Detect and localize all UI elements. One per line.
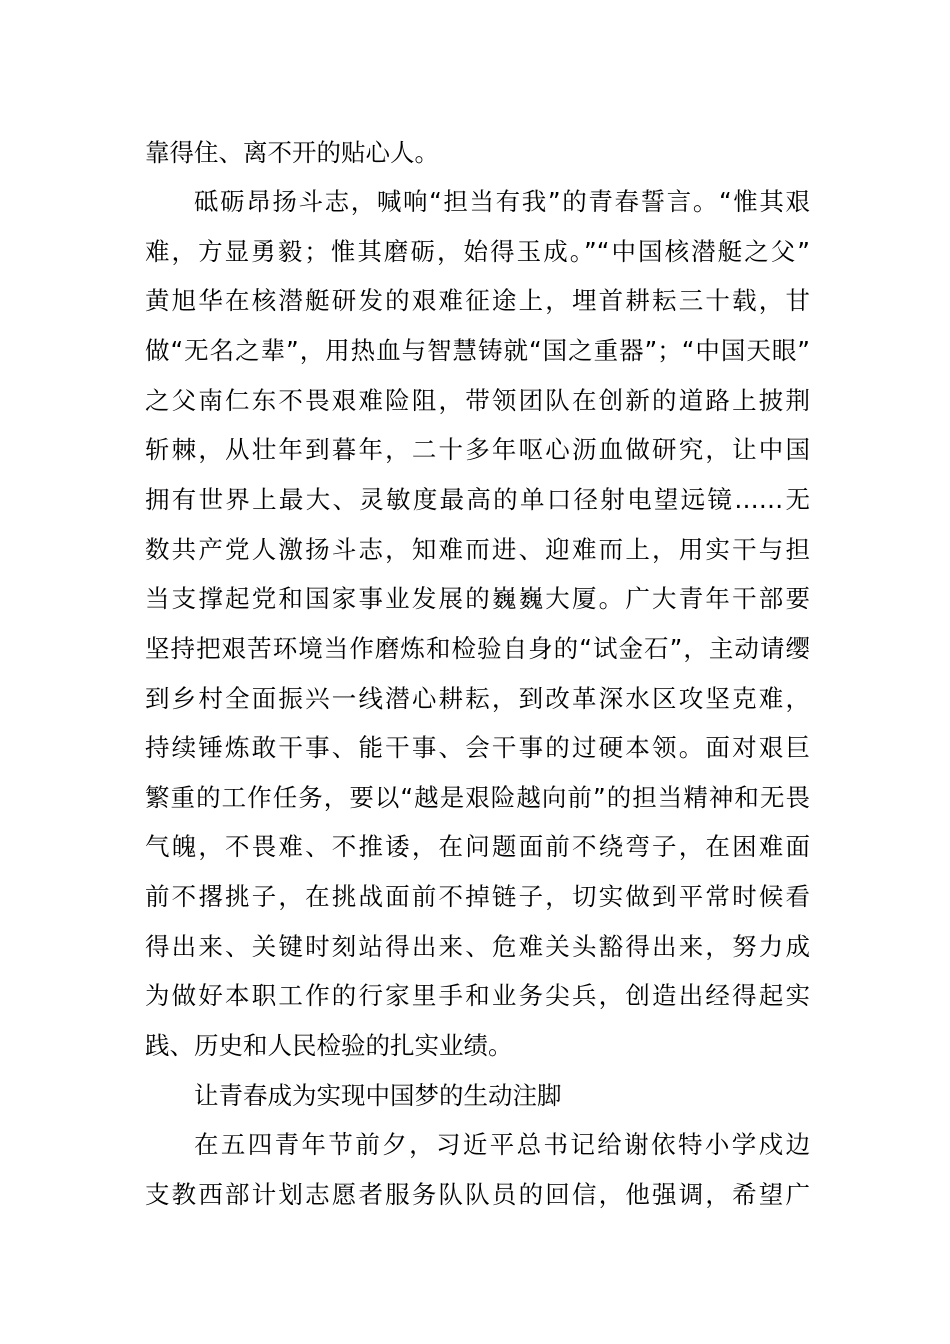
section-heading: 让青春成为实现中国梦的生动注脚 (194, 1081, 562, 1110)
text-line: 靠得住、离不开的贴心人。 (145, 138, 439, 167)
text-line: 之父南仁东不畏艰难险阻，带领团队在创新的道路上披荆 (145, 386, 810, 415)
text-line: 坚持把艰苦环境当作磨炼和检验自身的“试金石”，主动请缨 (145, 634, 810, 663)
text-line: 斩棘，从壮年到暮年，二十多年呕心沥血做研究，让中国 (145, 435, 810, 464)
text-line: 拥有世界上最大、灵敏度最高的单口径射电望远镜……无 (145, 485, 810, 514)
text-line: 气魄，不畏难、不推诿，在问题面前不绕弯子，在困难面 (145, 832, 810, 861)
text-line: 得出来、关键时刻站得出来、危难关头豁得出来，努力成 (145, 932, 810, 961)
text-line: 前不撂挑子，在挑战面前不掉链子，切实做到平常时候看 (145, 882, 810, 911)
text-line: 当支撑起党和国家事业发展的巍巍大厦。广大青年干部要 (145, 584, 810, 613)
text-line: 繁重的工作任务，要以“越是艰险越向前”的担当精神和无畏 (145, 783, 810, 812)
text-line: 做“无名之辈”，用热血与智慧铸就“国之重器”；“中国天眼” (145, 336, 810, 365)
text-line: 难，方显勇毅；惟其磨砺，始得玉成。”“中国核潜艇之父” (145, 237, 810, 266)
text-line: 黄旭华在核潜艇研发的艰难征途上，埋首耕耘三十载，甘 (145, 286, 810, 315)
text-line: 践、历史和人民检验的扎实业绩。 (145, 1031, 513, 1060)
text-line: 数共产党人激扬斗志，知难而进、迎难而上，用实干与担 (145, 535, 810, 564)
text-line: 支教西部计划志愿者服务队队员的回信，他强调，希望广 (145, 1180, 810, 1209)
text-line: 为做好本职工作的行家里手和业务尖兵，创造出经得起实 (145, 981, 810, 1010)
paragraph-first-line: 砥砺昂扬斗志，喊响“担当有我”的青春誓言。“惟其艰 (194, 187, 810, 216)
text-line: 持续锤炼敢干事、能干事、会干事的过硬本领。面对艰巨 (145, 733, 810, 762)
text-line: 到乡村全面振兴一线潜心耕耘，到改革深水区攻坚克难， (145, 684, 810, 713)
paragraph-first-line: 在五四青年节前夕，习近平总书记给谢依特小学戍边 (194, 1130, 810, 1159)
